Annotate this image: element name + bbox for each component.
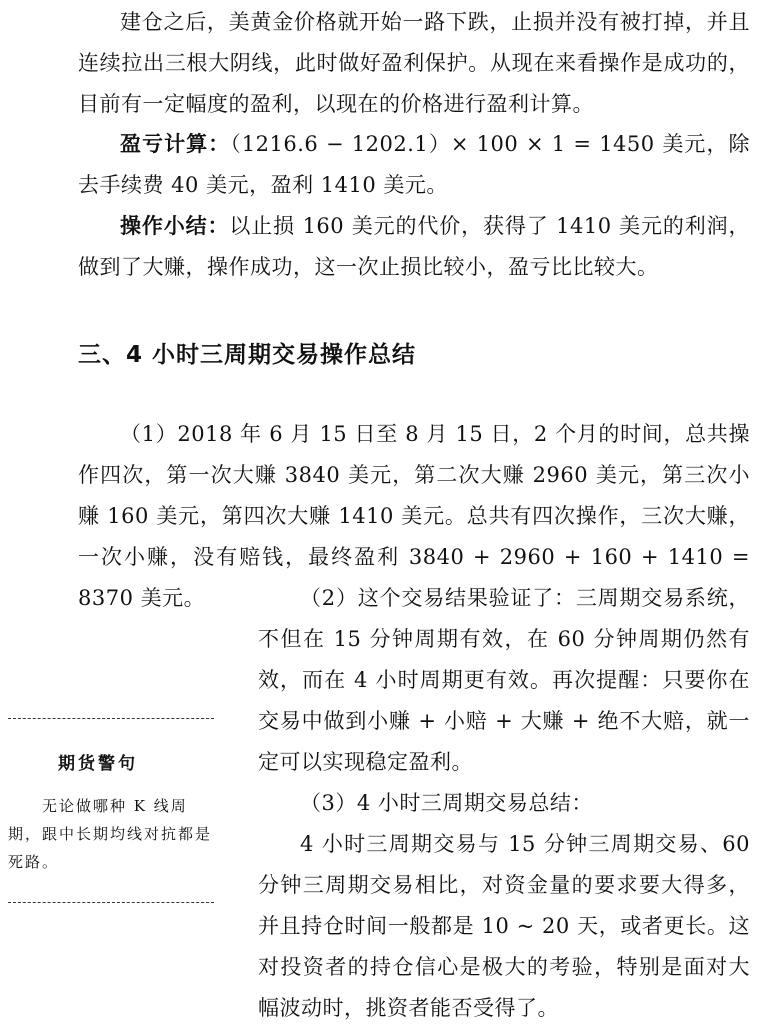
paragraph-profit-protection: 建仓之后，美黄金价格就开始一路下跌，止损并没有被打掉，并且连续拉出三根大阴线，此时做好盈利保护。从现在来看操作是成功的，目前有一定幅度的盈利，以现在的价格进行盈利计算。 (78, 10, 750, 116)
paragraph-profit-calculation (78, 124, 750, 206)
sidebar-quote-box (8, 718, 214, 903)
point-3-title: （3）4 小时三周期交易总结： (300, 791, 593, 815)
point-2: （2）这个交易结果验证了：三周期交易系统，不但在 15 分钟周期有效，在 60 分钟周期仍然有效，而在 4 小时周期更有效。再次提醒：只要你在交易中做到小赚 + 小赔 + 大赚 + 绝不大赔，就一定可以实现稳定盈利。 (258, 586, 750, 774)
sidebar-bottom-divider (8, 902, 214, 903)
sidebar-top-divider (8, 718, 214, 719)
sidebar-title: 期货警句 (58, 754, 138, 774)
section-heading: 三、4 小时三周期交易操作总结 (78, 342, 417, 368)
profit-calculation-text: （1216.6 − 1202.1）× 100 × 1 = 1450 美元，除去手续费 40 美元，盈利 1410 美元。 (78, 132, 750, 197)
profit-calculation-label: 盈亏计算： (120, 132, 231, 156)
sidebar-text: 无论做哪种 K 线周期，跟中长期均线对抗都是死路。 (8, 797, 213, 871)
paragraph-operation-summary (78, 206, 750, 288)
operation-summary-text: 以止损 160 美元的代价，获得了 1410 美元的利润，做到了大赚，操作成功，这一次止损比较小，盈亏比比较大。 (78, 214, 751, 279)
point-1: （1）2018 年 6 月 15 日至 8 月 15 日，2 个月的时间，总共操作四次，第一次大赚 3840 美元，第二次大赚 2960 美元，第三次小赚 160 美元，第四次大赚 1410 美元。总共有四次操作，三次大赚，一次小赚，没有赔钱，最终盈利 3840 + 2960 + 160 + 1410 = 8370 美元。 (78, 422, 750, 610)
point-3-body: 4 小时三周期交易与 15 分钟三周期交易、60 分钟三周期交易相比，对资金量的要求要大得多，并且持仓时间一般都是 10 ~ 20 天，或者更长。这对投资者的持仓信心是极大的考验，特别是面对大幅波动时，挑资者能否受得了。 (258, 832, 750, 1020)
operation-summary-label: 操作小结： (120, 214, 230, 238)
